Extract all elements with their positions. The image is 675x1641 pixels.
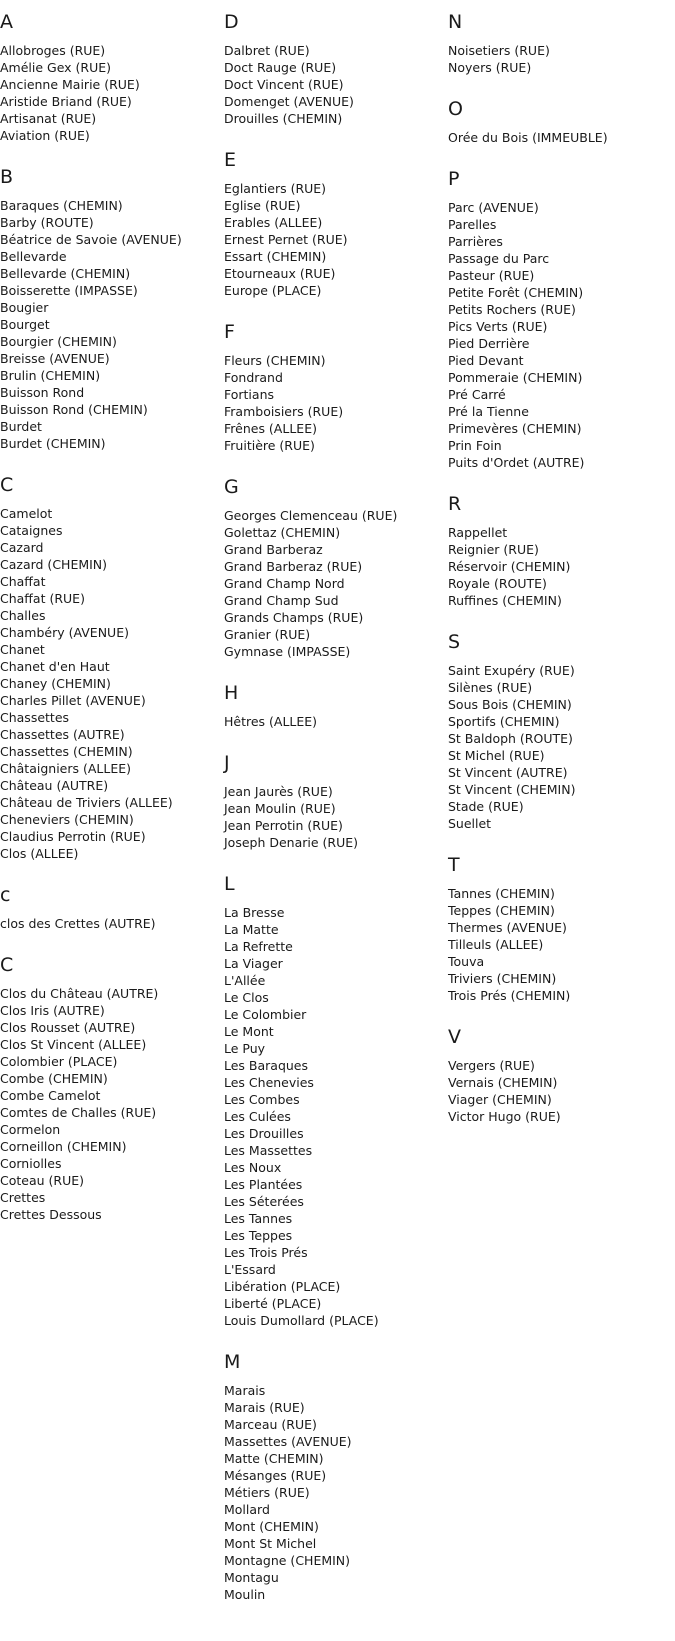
street-link[interactable]: Montagne (CHEMIN) [224, 1553, 351, 1568]
street-link[interactable]: Thermes (AVENUE) [448, 920, 567, 935]
street-link[interactable]: St Vincent (AUTRE) [448, 765, 568, 780]
street-link[interactable]: Château de Triviers (ALLEE) [0, 795, 173, 810]
street-list [224, 783, 436, 851]
street-link[interactable]: Silènes (RUE) [448, 680, 533, 695]
street-link[interactable]: Essart (CHEMIN) [224, 249, 327, 264]
section-letter-heading: T [448, 854, 460, 876]
street-link[interactable]: Le Colombier [224, 1007, 307, 1022]
letter-section [224, 476, 436, 660]
street-link[interactable]: Vergers (RUE) [448, 1058, 535, 1073]
section-letter-heading: M [224, 1351, 241, 1373]
street-link[interactable]: Grand Barberaz (RUE) [224, 559, 363, 574]
street-link[interactable]: Drouilles (CHEMIN) [224, 111, 343, 126]
section-letter-heading: P [448, 168, 460, 190]
street-link[interactable]: Barby (ROUTE) [0, 215, 94, 230]
street-link[interactable]: Grand Champ Nord [224, 576, 345, 591]
street-link[interactable]: Domenget (AVENUE) [224, 94, 354, 109]
street-index-column-3 [448, 0, 660, 1125]
street-link[interactable]: Marceau (RUE) [224, 1417, 317, 1432]
street-link[interactable]: Doct Rauge (RUE) [224, 60, 337, 75]
street-link[interactable]: Bougier [0, 300, 49, 315]
street-link[interactable]: Buisson Rond [0, 385, 85, 400]
street-link[interactable]: St Michel (RUE) [448, 748, 545, 763]
letter-section [448, 1026, 660, 1125]
street-link[interactable]: Artisanat (RUE) [0, 111, 97, 126]
street-link[interactable]: Sportifs (CHEMIN) [448, 714, 560, 729]
street-link[interactable]: Marais [224, 1383, 266, 1398]
section-letter-heading: S [448, 631, 461, 653]
street-link[interactable]: Massettes (AVENUE) [224, 1434, 352, 1449]
letter-section [448, 11, 660, 76]
letter-section [224, 11, 436, 127]
street-link[interactable]: Golettaz (CHEMIN) [224, 525, 341, 540]
street-list [224, 1382, 436, 1603]
letter-section [224, 873, 436, 1329]
street-link[interactable]: Chassettes (CHEMIN) [0, 744, 133, 759]
street-link[interactable]: Château (AUTRE) [0, 778, 109, 793]
street-link[interactable]: Les Culées [224, 1109, 291, 1124]
street-link[interactable]: Clos du Château (AUTRE) [0, 986, 159, 1001]
street-link[interactable]: Pied Derrière [448, 336, 530, 351]
section-letter-heading: E [224, 149, 237, 171]
street-link[interactable]: Challes [0, 608, 46, 623]
street-list [448, 129, 660, 146]
street-link[interactable]: Louis Dumollard (PLACE) [224, 1313, 379, 1328]
street-link[interactable]: Les Plantées [224, 1177, 303, 1192]
street-link[interactable]: Béatrice de Savoie (AVENUE) [0, 232, 182, 247]
street-link[interactable]: Pied Devant [448, 353, 524, 368]
street-list [0, 42, 212, 144]
street-link[interactable]: Sous Bois (CHEMIN) [448, 697, 572, 712]
street-link[interactable]: Framboisiers (RUE) [224, 404, 344, 419]
street-link[interactable]: Stade (RUE) [448, 799, 524, 814]
street-link[interactable]: Amélie Gex (RUE) [0, 60, 112, 75]
street-link[interactable]: Tannes (CHEMIN) [448, 886, 555, 901]
street-link[interactable]: Fleurs (CHEMIN) [224, 353, 326, 368]
street-list [448, 885, 660, 1004]
street-link[interactable]: Parc (AVENUE) [448, 200, 539, 215]
street-link[interactable]: Puits d'Ordet (AUTRE) [448, 455, 585, 470]
street-link[interactable]: Grands Champs (RUE) [224, 610, 364, 625]
street-link[interactable]: Châtaigniers (ALLEE) [0, 761, 132, 776]
street-link[interactable]: Vernais (CHEMIN) [448, 1075, 558, 1090]
street-link[interactable]: Les Tannes [224, 1211, 293, 1226]
street-link[interactable]: Chaffat (RUE) [0, 591, 85, 606]
street-link[interactable]: St Baldoph (ROUTE) [448, 731, 573, 746]
street-link[interactable]: La Bresse [224, 905, 285, 920]
section-letter-heading: L [224, 873, 235, 895]
street-link[interactable]: Ancienne Mairie (RUE) [0, 77, 140, 92]
street-link[interactable]: Saint Exupéry (RUE) [448, 663, 575, 678]
street-link[interactable]: Métiers (RUE) [224, 1485, 310, 1500]
street-list [448, 199, 660, 471]
street-link[interactable]: Eglise (RUE) [224, 198, 301, 213]
street-link[interactable]: Chaffat [0, 574, 46, 589]
section-letter-heading: J [224, 752, 230, 774]
street-link[interactable]: Pics Verts (RUE) [448, 319, 548, 334]
street-link[interactable]: Corniolles [0, 1156, 62, 1171]
street-link[interactable]: Chassettes [0, 710, 70, 725]
street-link[interactable]: Eglantiers (RUE) [224, 181, 327, 196]
letter-section [224, 1351, 436, 1603]
street-link[interactable]: Triviers (CHEMIN) [448, 971, 557, 986]
section-letter-heading: C [0, 954, 14, 976]
street-link[interactable]: Reignier (RUE) [448, 542, 539, 557]
street-link[interactable]: Tilleuls (ALLEE) [448, 937, 544, 952]
street-link[interactable]: Parelles [448, 217, 497, 232]
street-index-column-2 [224, 0, 436, 1603]
street-list [448, 662, 660, 832]
section-letter-heading: G [224, 476, 239, 498]
street-link[interactable]: Prin Foin [448, 438, 502, 453]
street-link[interactable]: Touva [448, 954, 485, 969]
street-link[interactable]: Camelot [0, 506, 53, 521]
letter-section [224, 682, 436, 730]
street-link[interactable]: Liberté (PLACE) [224, 1296, 322, 1311]
street-link[interactable]: Jean Jaurès (RUE) [224, 784, 333, 799]
street-link[interactable]: Suellet [448, 816, 492, 831]
street-link[interactable]: Cazard [0, 540, 44, 555]
street-link[interactable]: Orée du Bois (IMMEUBLE) [448, 130, 608, 145]
street-link[interactable]: Clos St Vincent (ALLEE) [0, 1037, 147, 1052]
street-link[interactable]: Chanet [0, 642, 45, 657]
street-list [224, 713, 436, 730]
street-link[interactable]: Mollard [224, 1502, 270, 1517]
section-letter-heading: N [448, 11, 463, 33]
street-link[interactable]: Matte (CHEMIN) [224, 1451, 324, 1466]
street-link[interactable]: Pré Carré [448, 387, 506, 402]
letter-section [0, 166, 212, 452]
street-link[interactable]: Moulin [224, 1587, 266, 1602]
street-link[interactable]: Royale (ROUTE) [448, 576, 547, 591]
street-link[interactable]: Noyers (RUE) [448, 60, 532, 75]
street-link[interactable]: Passage du Parc [448, 251, 550, 266]
street-link[interactable]: Victor Hugo (RUE) [448, 1109, 561, 1124]
street-link[interactable]: Ruffines (CHEMIN) [448, 593, 562, 608]
street-link[interactable]: Cheneviers (CHEMIN) [0, 812, 134, 827]
street-link[interactable]: Charles Pillet (AVENUE) [0, 693, 146, 708]
street-link[interactable]: Le Puy [224, 1041, 266, 1056]
street-link[interactable]: Marais (RUE) [224, 1400, 305, 1415]
street-link[interactable]: Combe Camelot [0, 1088, 101, 1103]
letter-section [0, 474, 212, 862]
street-link[interactable]: Bourgier (CHEMIN) [0, 334, 117, 349]
street-link[interactable]: Bellevarde (CHEMIN) [0, 266, 131, 281]
street-link[interactable]: Trois Prés (CHEMIN) [448, 988, 571, 1003]
street-link[interactable]: Noisetiers (RUE) [448, 43, 550, 58]
street-list [224, 904, 436, 1329]
street-link[interactable]: La Matte [224, 922, 279, 937]
letter-section [224, 149, 436, 299]
street-link[interactable]: Erables (ALLEE) [224, 215, 323, 230]
street-link[interactable]: Hêtres (ALLEE) [224, 714, 318, 729]
section-letter-heading: A [0, 11, 13, 33]
street-link[interactable]: Teppes (CHEMIN) [448, 903, 555, 918]
street-link[interactable]: Grand Champ Sud [224, 593, 339, 608]
letter-section [0, 954, 212, 1223]
street-link[interactable]: Chassettes (AUTRE) [0, 727, 125, 742]
street-list [224, 507, 436, 660]
street-link[interactable]: Chaney (CHEMIN) [0, 676, 111, 691]
street-list [448, 42, 660, 76]
street-link[interactable]: Les Chenevies [224, 1075, 314, 1090]
street-link[interactable]: Cazard (CHEMIN) [0, 557, 108, 572]
street-link[interactable]: Buisson Rond (CHEMIN) [0, 402, 148, 417]
section-letter-heading: D [224, 11, 239, 33]
street-link[interactable]: Breisse (AVENUE) [0, 351, 110, 366]
street-link[interactable]: Réservoir (CHEMIN) [448, 559, 571, 574]
street-link[interactable]: Mésanges (RUE) [224, 1468, 327, 1483]
street-link[interactable]: Granier (RUE) [224, 627, 311, 642]
street-link[interactable]: Claudius Perrotin (RUE) [0, 829, 146, 844]
street-link[interactable]: Les Trois Prés [224, 1245, 308, 1260]
street-link[interactable]: Pommeraie (CHEMIN) [448, 370, 583, 385]
street-list [0, 197, 212, 452]
section-letter-heading: B [0, 166, 14, 188]
section-letter-heading: R [448, 493, 462, 515]
street-link[interactable]: Doct Vincent (RUE) [224, 77, 344, 92]
street-link[interactable]: Dalbret (RUE) [224, 43, 310, 58]
street-link[interactable]: Bellevarde [0, 249, 67, 264]
street-link[interactable]: Aristide Briand (RUE) [0, 94, 132, 109]
street-link[interactable]: Parrières [448, 234, 503, 249]
street-link[interactable]: Mont St Michel [224, 1536, 317, 1551]
street-link[interactable]: Jean Perrotin (RUE) [224, 818, 343, 833]
street-link[interactable]: Mont (CHEMIN) [224, 1519, 319, 1534]
street-link[interactable]: Georges Clemenceau (RUE) [224, 508, 398, 523]
street-list [448, 1057, 660, 1125]
street-link[interactable]: Fortians [224, 387, 274, 402]
street-link[interactable]: Cormelon [0, 1122, 61, 1137]
street-list [224, 352, 436, 454]
street-link[interactable]: Corneillon (CHEMIN) [0, 1139, 127, 1154]
street-link[interactable]: Joseph Denarie (RUE) [224, 835, 359, 850]
section-letter-heading: O [448, 98, 463, 120]
street-link[interactable]: Fondrand [224, 370, 283, 385]
street-link[interactable]: Clos Iris (AUTRE) [0, 1003, 105, 1018]
street-link[interactable]: Rappellet [448, 525, 508, 540]
street-list [448, 524, 660, 609]
street-link[interactable]: Les Combes [224, 1092, 300, 1107]
street-link[interactable]: Petite Forêt (CHEMIN) [448, 285, 584, 300]
street-link[interactable]: Fruitière (RUE) [224, 438, 315, 453]
street-link[interactable]: Les Massettes [224, 1143, 313, 1158]
street-link[interactable]: St Vincent (CHEMIN) [448, 782, 576, 797]
street-link[interactable]: Pasteur (RUE) [448, 268, 535, 283]
street-link[interactable]: Crettes [0, 1190, 46, 1205]
letter-section [448, 631, 660, 832]
street-link[interactable]: Libération (PLACE) [224, 1279, 341, 1294]
street-link[interactable]: La Refrette [224, 939, 293, 954]
street-link[interactable]: Boisserette (IMPASSE) [0, 283, 138, 298]
letter-section [448, 493, 660, 609]
street-link[interactable]: Colombier (PLACE) [0, 1054, 118, 1069]
section-letter-heading: H [224, 682, 239, 704]
street-link[interactable]: Comtes de Challes (RUE) [0, 1105, 157, 1120]
street-link[interactable]: Pré la Tienne [448, 404, 529, 419]
letter-section [224, 321, 436, 454]
street-link[interactable]: Primevères (CHEMIN) [448, 421, 582, 436]
street-link[interactable]: Petits Rochers (RUE) [448, 302, 576, 317]
street-link[interactable]: Le Clos [224, 990, 269, 1005]
street-link[interactable]: Clos (ALLEE) [0, 846, 79, 861]
street-list [0, 505, 212, 862]
street-link[interactable]: Les Baraques [224, 1058, 309, 1073]
street-link[interactable]: L'Essard [224, 1262, 276, 1277]
street-link[interactable]: Grand Barberaz [224, 542, 323, 557]
street-link[interactable]: Baraques (CHEMIN) [0, 198, 123, 213]
street-link[interactable]: Europe (PLACE) [224, 283, 322, 298]
street-list [224, 180, 436, 299]
street-link[interactable]: Bourget [0, 317, 50, 332]
street-link[interactable]: Aviation (RUE) [0, 128, 90, 143]
street-link[interactable]: La Viager [224, 956, 283, 971]
street-link[interactable]: Le Mont [224, 1024, 274, 1039]
street-link[interactable]: Combe (CHEMIN) [0, 1071, 108, 1086]
section-letter-heading: V [448, 1026, 461, 1048]
section-letter-heading: c [0, 884, 11, 906]
street-link[interactable]: L'Allée [224, 973, 266, 988]
letter-section [0, 11, 212, 144]
street-link[interactable]: Ernest Pernet (RUE) [224, 232, 348, 247]
street-link[interactable]: Coteau (RUE) [0, 1173, 85, 1188]
street-link[interactable]: Viager (CHEMIN) [448, 1092, 552, 1107]
street-link[interactable]: Allobroges (RUE) [0, 43, 106, 58]
street-link[interactable]: clos des Crettes (AUTRE) [0, 916, 156, 931]
street-link[interactable]: Clos Rousset (AUTRE) [0, 1020, 136, 1035]
street-link[interactable]: Crettes Dessous [0, 1207, 102, 1222]
section-letter-heading: C [0, 474, 14, 496]
letter-section [0, 884, 212, 932]
street-list [0, 915, 212, 932]
letter-section [448, 854, 660, 1004]
street-link[interactable]: Cataignes [0, 523, 63, 538]
street-link[interactable]: Les Drouilles [224, 1126, 304, 1141]
street-link[interactable]: Etourneaux (RUE) [224, 266, 336, 281]
street-link[interactable]: Burdet (CHEMIN) [0, 436, 106, 451]
street-link[interactable]: Jean Moulin (RUE) [224, 801, 336, 816]
street-link[interactable]: Les Teppes [224, 1228, 293, 1243]
street-link[interactable]: Montagu [224, 1570, 279, 1585]
street-link[interactable]: Les Séterées [224, 1194, 304, 1209]
street-link[interactable]: Chanet d'en Haut [0, 659, 110, 674]
street-link[interactable]: Brulin (CHEMIN) [0, 368, 101, 383]
street-link[interactable]: Les Noux [224, 1160, 282, 1175]
street-index-column-1 [0, 0, 212, 1223]
street-list [224, 42, 436, 127]
letter-section [448, 168, 660, 471]
street-link[interactable]: Gymnase (IMPASSE) [224, 644, 351, 659]
street-link[interactable]: Frênes (ALLEE) [224, 421, 317, 436]
section-letter-heading: F [224, 321, 235, 343]
letter-section [224, 752, 436, 851]
letter-section [448, 98, 660, 146]
street-link[interactable]: Burdet [0, 419, 42, 434]
street-list [0, 985, 212, 1223]
street-link[interactable]: Chambéry (AVENUE) [0, 625, 129, 640]
